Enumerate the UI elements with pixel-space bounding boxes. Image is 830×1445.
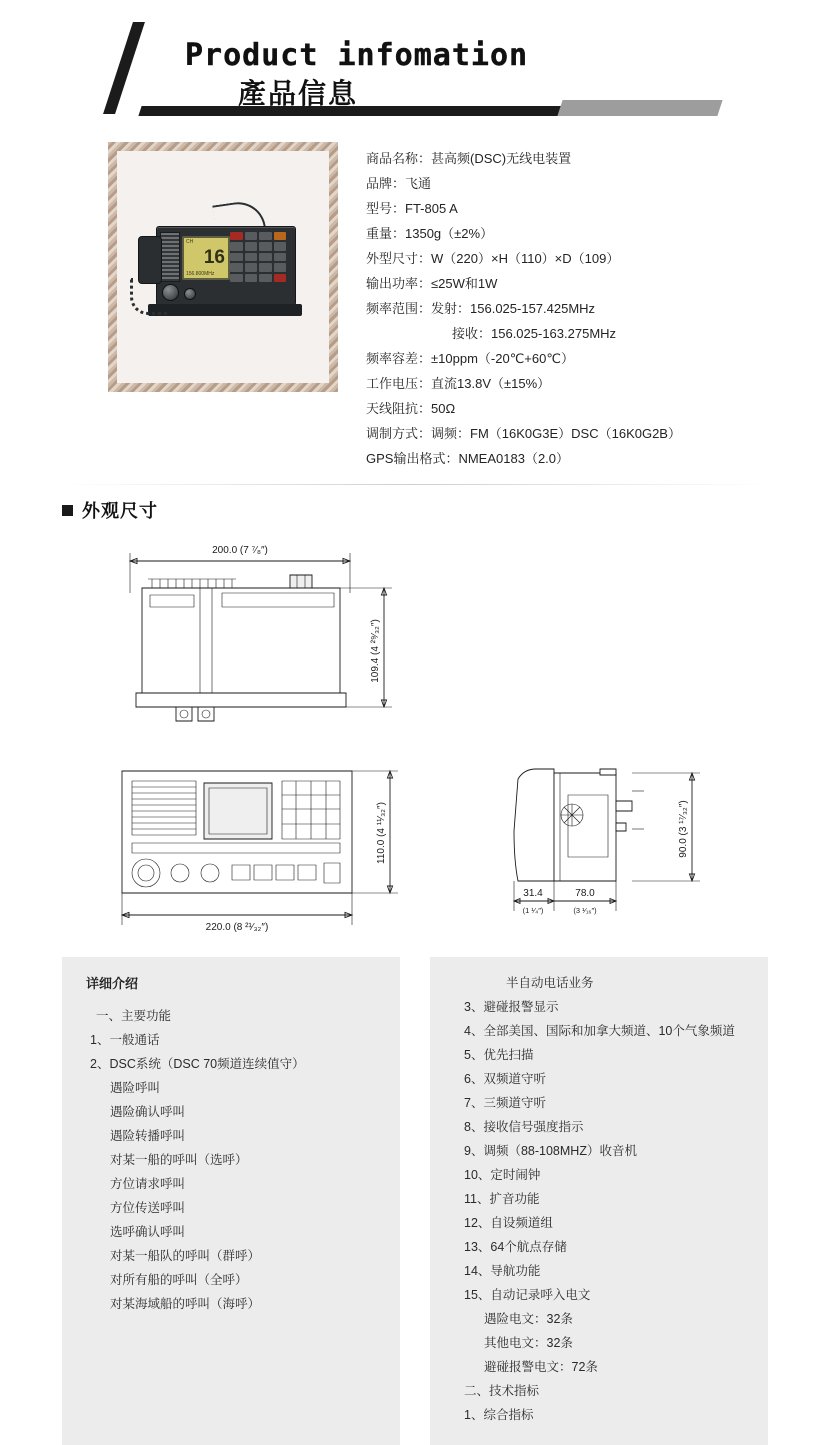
list-item: 遇险呼叫 bbox=[110, 1081, 161, 1095]
list-item: 对某一船的呼叫（选呼） bbox=[110, 1153, 248, 1167]
side-view-depth-front: 31.4 bbox=[523, 888, 543, 899]
list-item: 遇险转播呼叫 bbox=[110, 1129, 186, 1143]
front-view-height-label: 110.0 (4 ¹¹⁄₃₂″) bbox=[376, 802, 387, 864]
spec-label: 输出功率： bbox=[366, 276, 432, 291]
detail-columns bbox=[0, 957, 830, 1445]
dimensions-heading-label: 外观尺寸 bbox=[82, 501, 158, 521]
list-item: 8、接收信号强度指示 bbox=[464, 1120, 584, 1134]
spec-label: 频率范围： bbox=[366, 301, 432, 316]
list-item: 方位请求呼叫 bbox=[110, 1177, 186, 1191]
spec-row bbox=[366, 371, 681, 396]
list-item: 12、自设频道组 bbox=[464, 1216, 553, 1230]
list-item: 11、扩音功能 bbox=[464, 1192, 540, 1206]
list-item: 遇险确认呼叫 bbox=[110, 1105, 186, 1119]
list-item: 5、优先扫描 bbox=[464, 1048, 534, 1062]
radio-base-stand bbox=[148, 304, 302, 316]
product-overview bbox=[0, 142, 830, 471]
spec-value: ≤25W和1W bbox=[431, 276, 498, 291]
list-item: 半自动电话业务 bbox=[506, 976, 594, 990]
spec-value: 调频：FM（16K0G3E）DSC（16K0G2B） bbox=[431, 426, 681, 441]
spec-row bbox=[366, 196, 681, 221]
spec-value: W（220）×H（110）×D（109） bbox=[431, 251, 620, 266]
list-item: 1、一般通话 bbox=[90, 1033, 160, 1047]
detail-list-left bbox=[80, 1004, 382, 1316]
list-item: 13、64个航点存储 bbox=[464, 1240, 567, 1254]
top-view-depth-label: 109.4 (4 ²⁹⁄₃₂″) bbox=[370, 619, 381, 683]
radio-lcd-screen bbox=[182, 236, 230, 280]
list-item: 3、避碰报警显示 bbox=[464, 1000, 559, 1014]
list-item: 1、综合指标 bbox=[464, 1408, 534, 1422]
product-photo-frame bbox=[108, 142, 338, 392]
bullet-square-icon bbox=[62, 505, 73, 516]
speaker-grille-icon bbox=[160, 232, 180, 282]
spec-label: 外型尺寸： bbox=[366, 251, 432, 266]
squelch-knob bbox=[184, 288, 196, 300]
list-item: 对所有船的呼叫（全呼） bbox=[110, 1273, 248, 1287]
spec-value: 飞通 bbox=[405, 176, 432, 191]
spec-row bbox=[366, 321, 681, 346]
detail-title: 详细介绍 bbox=[86, 976, 139, 991]
section-divider bbox=[62, 484, 768, 485]
spec-row bbox=[366, 221, 681, 246]
front-view-width-label: 220.0 (8 ²¹⁄₃₂″) bbox=[205, 922, 269, 933]
spec-row bbox=[366, 146, 681, 171]
spec-label: 重量： bbox=[366, 226, 406, 241]
spec-value: 1350g（±2%） bbox=[405, 226, 494, 241]
list-item: 4、全部美国、国际和加拿大频道、10个气象频道 bbox=[464, 1024, 735, 1038]
list-item: 对某海域船的呼叫（海呼） bbox=[110, 1297, 261, 1311]
drawings-svg bbox=[0, 533, 830, 953]
list-item: 方位传送呼叫 bbox=[110, 1201, 186, 1215]
spec-list bbox=[366, 142, 681, 471]
detail-panel-left bbox=[62, 957, 400, 1445]
list-item: 对某一船队的呼叫（群呼） bbox=[110, 1249, 261, 1263]
radio-keypad bbox=[230, 232, 286, 282]
spec-value: ±10ppm（-20℃+60℃） bbox=[431, 351, 574, 366]
banner-left-bar bbox=[103, 22, 145, 114]
spec-value: 50Ω bbox=[431, 401, 456, 416]
top-view-width-label: 200.0 (7 ⁷⁄₈″) bbox=[212, 545, 268, 556]
list-item: 二、技术指标 bbox=[464, 1384, 540, 1398]
spec-value: NMEA0183（2.0） bbox=[458, 451, 570, 466]
side-view-height-label: 90.0 (3 ¹⁷⁄₃₂″) bbox=[678, 800, 689, 858]
dimensions-heading bbox=[62, 497, 830, 523]
product-photo bbox=[117, 151, 329, 383]
list-item: 选呼确认呼叫 bbox=[110, 1225, 186, 1239]
list-item: 2、DSC系统（DSC 70频道连续值守） bbox=[90, 1057, 305, 1071]
spec-row bbox=[366, 421, 681, 446]
spec-value: 发射：156.025-157.425MHz bbox=[431, 301, 596, 316]
list-item: 15、自动记录呼入电文 bbox=[464, 1288, 591, 1302]
microphone-cord bbox=[130, 278, 167, 315]
spec-value: 甚高频(DSC)无线电装置 bbox=[431, 151, 572, 166]
spec-label: 品牌： bbox=[366, 176, 406, 191]
banner-title-en: Product infomation bbox=[185, 38, 529, 73]
banner-title-cn: 產品信息 bbox=[238, 78, 359, 109]
page-banner bbox=[0, 14, 830, 124]
spec-row bbox=[366, 271, 681, 296]
spec-row bbox=[366, 171, 681, 196]
spec-value: 接收：156.025-163.275MHz bbox=[452, 326, 617, 341]
spec-label: 型号： bbox=[366, 201, 406, 216]
spec-row bbox=[366, 446, 681, 471]
spec-row bbox=[366, 296, 681, 321]
spec-label: 频率容差： bbox=[366, 351, 432, 366]
list-item: 一、主要功能 bbox=[96, 1009, 172, 1023]
side-view-depth-rear-inch: (3 ¹⁄₁₆″) bbox=[573, 906, 597, 915]
spec-label: 商品名称： bbox=[366, 151, 432, 166]
list-item: 其他电文：32条 bbox=[484, 1336, 573, 1350]
side-view-depth-front-inch: (1 ¹⁄₄″) bbox=[522, 906, 544, 915]
spec-label: 调制方式： bbox=[366, 426, 432, 441]
list-item: 10、定时闹钟 bbox=[464, 1168, 541, 1182]
spec-label: 工作电压： bbox=[366, 376, 432, 391]
spec-value: FT-805 A bbox=[405, 201, 458, 216]
list-item: 7、三频道守听 bbox=[464, 1096, 546, 1110]
spec-label: 天线阻抗： bbox=[366, 401, 432, 416]
spec-row bbox=[366, 396, 681, 421]
list-item: 6、双频道守听 bbox=[464, 1072, 546, 1086]
list-item: 14、导航功能 bbox=[464, 1264, 541, 1278]
dimension-drawings bbox=[0, 533, 830, 953]
vhf-radio-illustration bbox=[128, 192, 318, 342]
lcd-bottom-text: 156.800MHz bbox=[186, 271, 215, 277]
detail-panel-right bbox=[430, 957, 768, 1445]
spec-row bbox=[366, 346, 681, 371]
detail-list-right bbox=[448, 971, 750, 1427]
side-view-depth-rear: 78.0 bbox=[575, 888, 595, 899]
list-item: 9、调频（88-108MHZ）收音机 bbox=[464, 1144, 637, 1158]
lcd-top-text: CH bbox=[186, 239, 194, 245]
list-item: 避碰报警电文：72条 bbox=[484, 1360, 598, 1374]
spec-value: 直流13.8V（±15%） bbox=[431, 376, 551, 391]
spec-label: GPS输出格式： bbox=[366, 451, 459, 466]
lcd-channel: 16 bbox=[203, 247, 225, 268]
spec-row bbox=[366, 246, 681, 271]
banner-gray-accent bbox=[557, 100, 722, 116]
list-item: 遇险电文：32条 bbox=[484, 1312, 573, 1326]
handheld-microphone bbox=[138, 236, 162, 284]
